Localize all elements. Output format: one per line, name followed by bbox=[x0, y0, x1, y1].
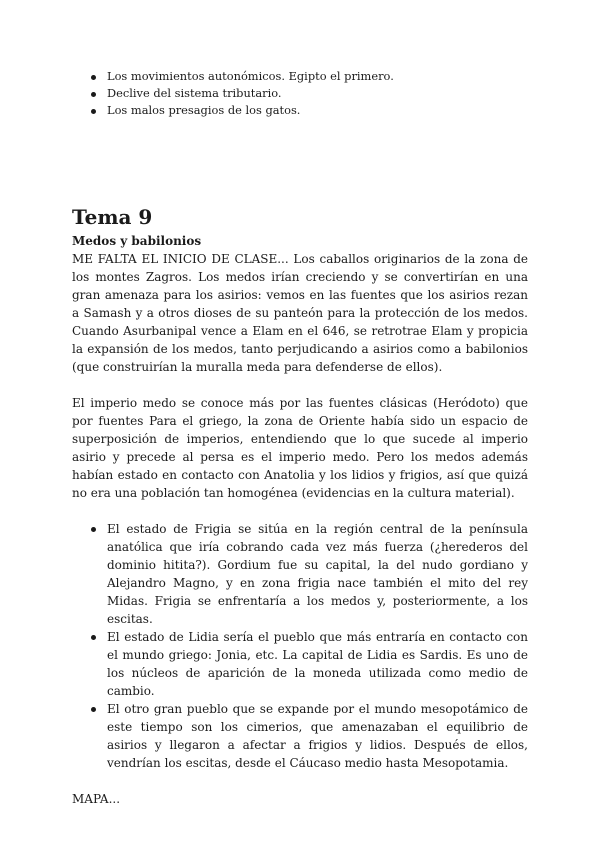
page-title: Tema 9 bbox=[72, 205, 153, 229]
list-item: Los movimientos autonómicos. Egipto el primero. bbox=[72, 68, 528, 85]
section-subtitle: Medos y babilonios bbox=[72, 234, 202, 248]
list-item: Los malos presagios de los gatos. bbox=[72, 102, 528, 119]
list-item: El otro gran pueblo que se expande por el mundo mesopotámico de este tiempo son los cimerios, que amenazaban el equilibrio de asirios y llegaron a afectar a frigios y lidios. Después de ellos, vendrían los escitas, desde el Cáucaso medio hasta Mesopotamia. bbox=[72, 700, 528, 772]
paragraph: ME FALTA EL INICIO DE CLASE... Los caballos originarios de la zona de los montes Zagros. Los medos irían creciendo y se convertirían en una gran amenaza para los asirios: vemos en las fuentes que los asirios rezan a Samash y a otros dioses de su panteón para la protección de los medos. Cuando Asurbanipal vence a Elam en el 646, se retrotrae Elam y propicia la expansión de los medos, tanto perjudicando a asirios como a babilonios (que construirían la muralla meda para defenderse de ellos). bbox=[72, 252, 528, 374]
list-item: Declive del sistema tributario. bbox=[72, 85, 528, 102]
list-item: El estado de Frigia se sitúa en la región central de la península anatólica que iría cobrando cada vez más fuerza (¿herederos del dominio hitita?). Gordium fue su capital, la del nudo gordiano y Alejandro Magno, y en zona frigia nace también el mito del rey Midas. Frigia se enfrentaría a los medos y, posteriormente, a los escitas. bbox=[72, 520, 528, 628]
list-item: El estado de Lidia sería el pueblo que más entraría en contacto con el mundo griego: Jonia, etc. La capital de Lidia es Sardis. Es uno de los núcleos de aparición de la moneda utilizada como medio de cambio. bbox=[72, 628, 528, 700]
bullet-list bbox=[72, 520, 528, 772]
closing-note: MAPA... bbox=[72, 792, 121, 806]
paragraph: El imperio medo se conoce más por las fuentes clásicas (Heródoto) que por fuentes Para el griego, la zona de Oriente había sido un espacio de superposición de imperios, entendiendo que lo que sucede al imperio asirio y precede al persa es el imperio medo. Pero los medos además habían estado en contacto con Anatolia y los lidios y frigios, así que quizá no era una población tan homogénea (evidencias en la cultura material). bbox=[72, 396, 528, 500]
intro-bullet-list bbox=[72, 68, 528, 119]
